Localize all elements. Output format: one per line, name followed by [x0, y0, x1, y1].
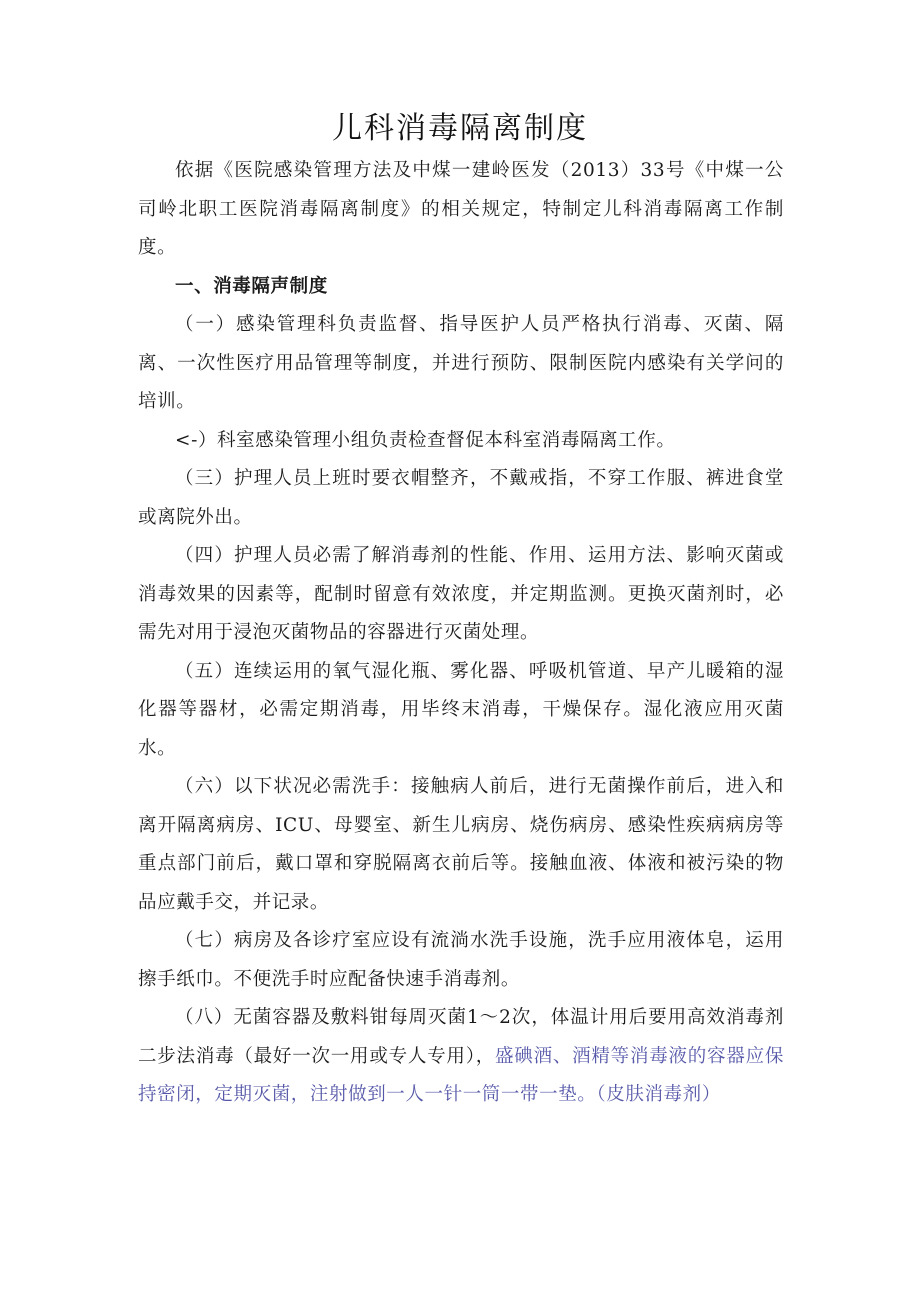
intro-paragraph: 依据《医院感染管理方法及中煤一建岭医发（2013）33号《中煤一公司岭北职工医院消毒隔离制度》的相关规定，特制定儿科消毒隔离工作制度。 — [138, 160, 784, 258]
clause-4: （四）护理人员必需了解消毒剂的性能、作用、运用方法、影响灭菌或消毒效果的因素等，配制时留意有效浓度，并定期监测。更换灭菌剂时，必需先对用于浸泡灭菌物品的容器进行灭菌处理。 — [138, 545, 784, 643]
clause-3: （三）护理人员上班时要衣帽整齐，不戴戒指，不穿工作服、裤进食堂或离院外出。 — [138, 468, 784, 528]
clause-1: （一）感染管理科负责监督、指导医护人员严格执行消毒、灭菌、隔离、一次性医疗用品管理等制度，并进行预防、限制医院内感染有关学问的培训。 — [138, 314, 784, 412]
section-heading: 一、消毒隔声制度 — [175, 275, 328, 297]
clause-2: <-）科室感染管理小组负责检查督促本科室消毒隔离工作。 — [175, 429, 676, 451]
clause-8-highlight: 盛碘酒、酒精等消毒液的容器应保持密闭，定期灭菌，注射做到一人一针一筒一带一垫。（皮肤消毒剂） — [138, 1045, 784, 1105]
clause-7: （七）病房及各诊疗室应设有流淌水洗手设施，洗手应用液体皂，运用擦手纸巾。不便洗手时应配备快速手消毒剂。 — [138, 930, 784, 990]
document-title: 儿科消毒隔离制度 — [332, 111, 588, 146]
clause-5: （五）连续运用的氧气湿化瓶、雾化器、呼吸机管道、早产儿暖箱的湿化器等器材，必需定期消毒，用毕终末消毒，干燥保存。湿化液应用灭菌水。 — [138, 660, 784, 759]
clause-8-text: （八）无菌容器及敷料钳每周灭菌1～2次，体温计用后要用高效消毒剂二步法消毒（最好一次一用或专人专用）， — [138, 1007, 784, 1067]
document-body — [138, 152, 784, 1115]
clause-6: （六）以下状况必需洗手：接触病人前后，进行无菌操作前后，进入和离开隔离病房、ICU、母婴室、新生儿病房、烧伤病房、感染性疾病病房等重点部门前后，戴口罩和穿脱隔离衣前后等。接触血液、体液和被污染的物品应戴手交，并记录。 — [138, 776, 784, 913]
clause-8 — [138, 999, 784, 1115]
